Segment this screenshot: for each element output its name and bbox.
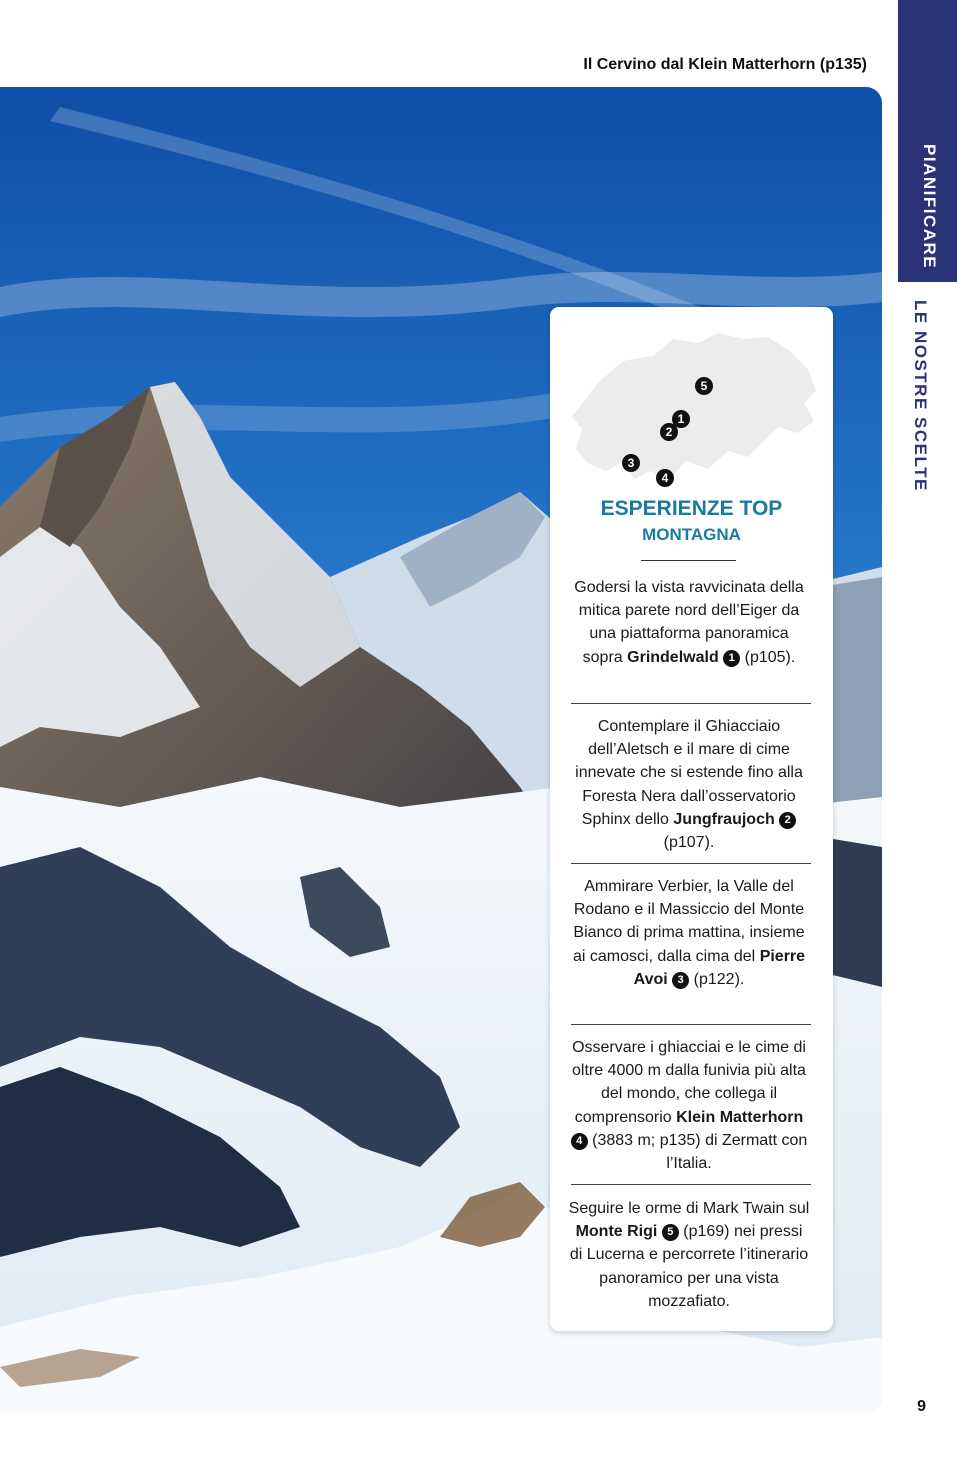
experience-text: Contemplare il Ghiacciaio dell’Aletsch e il mare di cime innevate che si estende fino alla Foresta Nera dall’osservatorio Sphinx dello [575,718,803,828]
switzerland-map [568,321,820,499]
experience-item [568,576,810,669]
section-sublabel: LE NOSTRE SCELTE [911,300,930,492]
experience-number: 3 [672,972,689,989]
experience-page-ref: (p105). [744,648,796,666]
experience-text: Ammirare Verbier, la Valle del Rodano e il Massiccio del Monte Bianco di prima mattina, insieme ai camosci, dalla cima del [572,878,805,965]
map-marker-5: 5 [695,377,713,395]
experience-page-ref: (p107). [663,834,715,852]
map-marker-4: 4 [656,469,674,487]
section-tab-label: PIANIFICARE [920,144,939,270]
experience-place: Pierre Avoi [633,947,806,988]
experience-number: 4 [571,1133,588,1150]
item-divider [571,863,811,864]
title-divider [641,560,736,561]
top-experiences-card [550,307,833,1331]
item-divider [571,1024,811,1025]
experience-page-ref: (p122). [693,970,745,988]
item-divider [571,1184,811,1185]
experience-number: 1 [723,650,740,667]
experience-number: 2 [779,812,796,829]
experience-place: Grindelwald [627,648,719,666]
photo-caption: Il Cervino dal Klein Matterhorn (p135) [583,56,867,73]
page-number: 9 [917,1398,926,1415]
experience-item [568,715,810,854]
card-subtitle: MONTAGNA [642,525,741,544]
experience-item [568,1197,810,1313]
experience-page-ref: (p169) nei pressi di Lucerna e percorrete l’itinerario panoramico per una vista mozzafiato. [569,1223,809,1310]
experience-text: Seguire le orme di Mark Twain sul [568,1200,810,1217]
map-marker-3: 3 [622,454,640,472]
experience-text: Osservare i ghiacciai e le cime di oltre 4000 m dalla funivia più alta del mondo, che collega il comprensorio [572,1039,806,1126]
section-tab[interactable] [898,0,957,282]
item-divider [571,703,811,704]
card-title: ESPERIENZE TOP [600,497,783,520]
experience-place: Klein Matterhorn [676,1108,804,1126]
experience-text: Godersi la vista ravvicinata della mitica parete nord dell’Eiger da una piattaforma panoramica sopra [574,579,804,666]
experience-page-ref: (3883 m; p135) di Zermatt con l’Italia. [592,1131,808,1173]
experience-number: 5 [662,1224,679,1241]
experience-item [568,1036,810,1175]
map-marker-1: 1 [672,410,690,428]
experience-item [568,875,810,991]
experience-place: Monte Rigi [575,1223,658,1241]
map-marker-2: 2 [660,423,678,441]
experience-place: Jungfraujoch [673,810,775,828]
